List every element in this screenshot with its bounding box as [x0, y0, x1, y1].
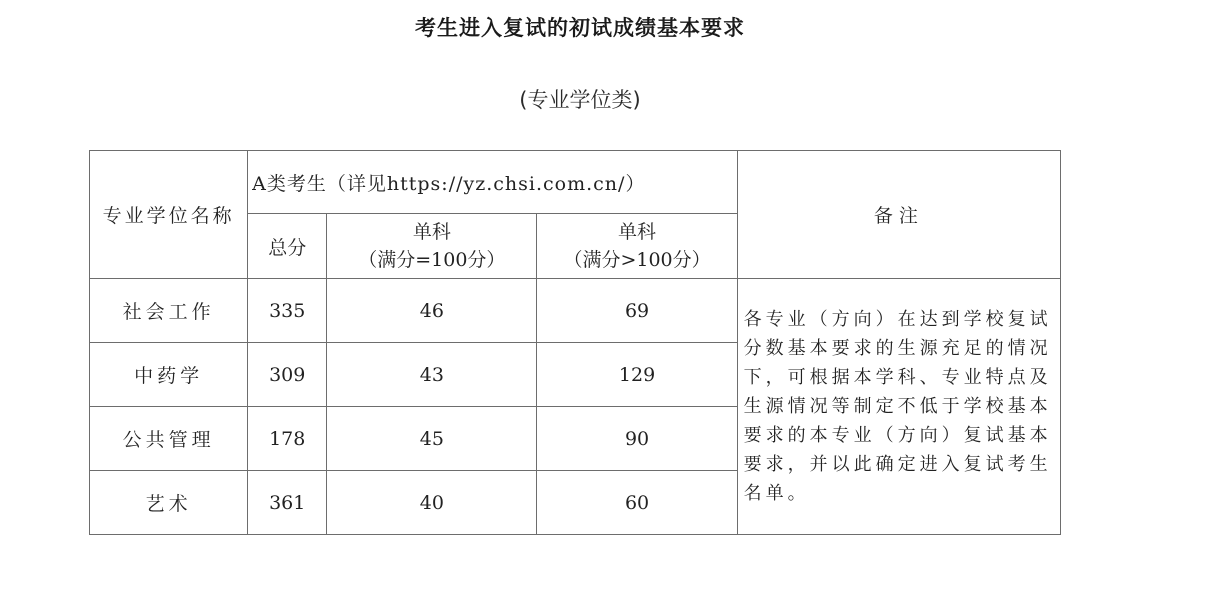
header-total: 总分	[248, 214, 327, 279]
row-total: 361	[248, 471, 327, 535]
header-single-over-100-label: 单科	[618, 221, 657, 243]
table-row	[90, 279, 1061, 343]
header-single-100-note: （满分=100分）	[358, 249, 506, 271]
header-remarks: 备注	[737, 151, 1060, 279]
row-single-over-100: 90	[537, 407, 737, 471]
row-single-100: 46	[327, 279, 537, 343]
remarks-text: 各专业（方向）在达到学校复试分数基本要求的生源充足的情况下，可根据本学科、专业特点及生源情况等制定不低于学校基本要求的本专业（方向）复试基本要求，并以此确定进入复试考生名单。	[737, 279, 1060, 535]
page-title: 考生进入复试的初试成绩基本要求	[415, 16, 745, 40]
header-single-100	[327, 214, 537, 279]
header-group-a: A类考生（详见https://yz.chsi.com.cn/）	[248, 151, 737, 214]
page-subtitle: (专业学位类)	[519, 88, 641, 112]
row-major-name: 公共管理	[90, 407, 248, 471]
row-single-over-100: 69	[537, 279, 737, 343]
row-total: 178	[248, 407, 327, 471]
header-single-100-label: 单科	[412, 221, 451, 243]
score-requirements-table	[89, 150, 1061, 535]
row-major-name: 艺术	[90, 471, 248, 535]
row-major-name: 中药学	[90, 343, 248, 407]
table-header-row	[90, 151, 1061, 214]
row-total: 335	[248, 279, 327, 343]
row-total: 309	[248, 343, 327, 407]
header-single-over-100-note: （满分>100分）	[563, 249, 711, 271]
row-single-100: 43	[327, 343, 537, 407]
header-single-over-100	[537, 214, 737, 279]
row-single-100: 45	[327, 407, 537, 471]
row-single-over-100: 129	[537, 343, 737, 407]
row-single-over-100: 60	[537, 471, 737, 535]
row-single-100: 40	[327, 471, 537, 535]
row-major-name: 社会工作	[90, 279, 248, 343]
header-major-name: 专业学位名称	[90, 151, 248, 279]
